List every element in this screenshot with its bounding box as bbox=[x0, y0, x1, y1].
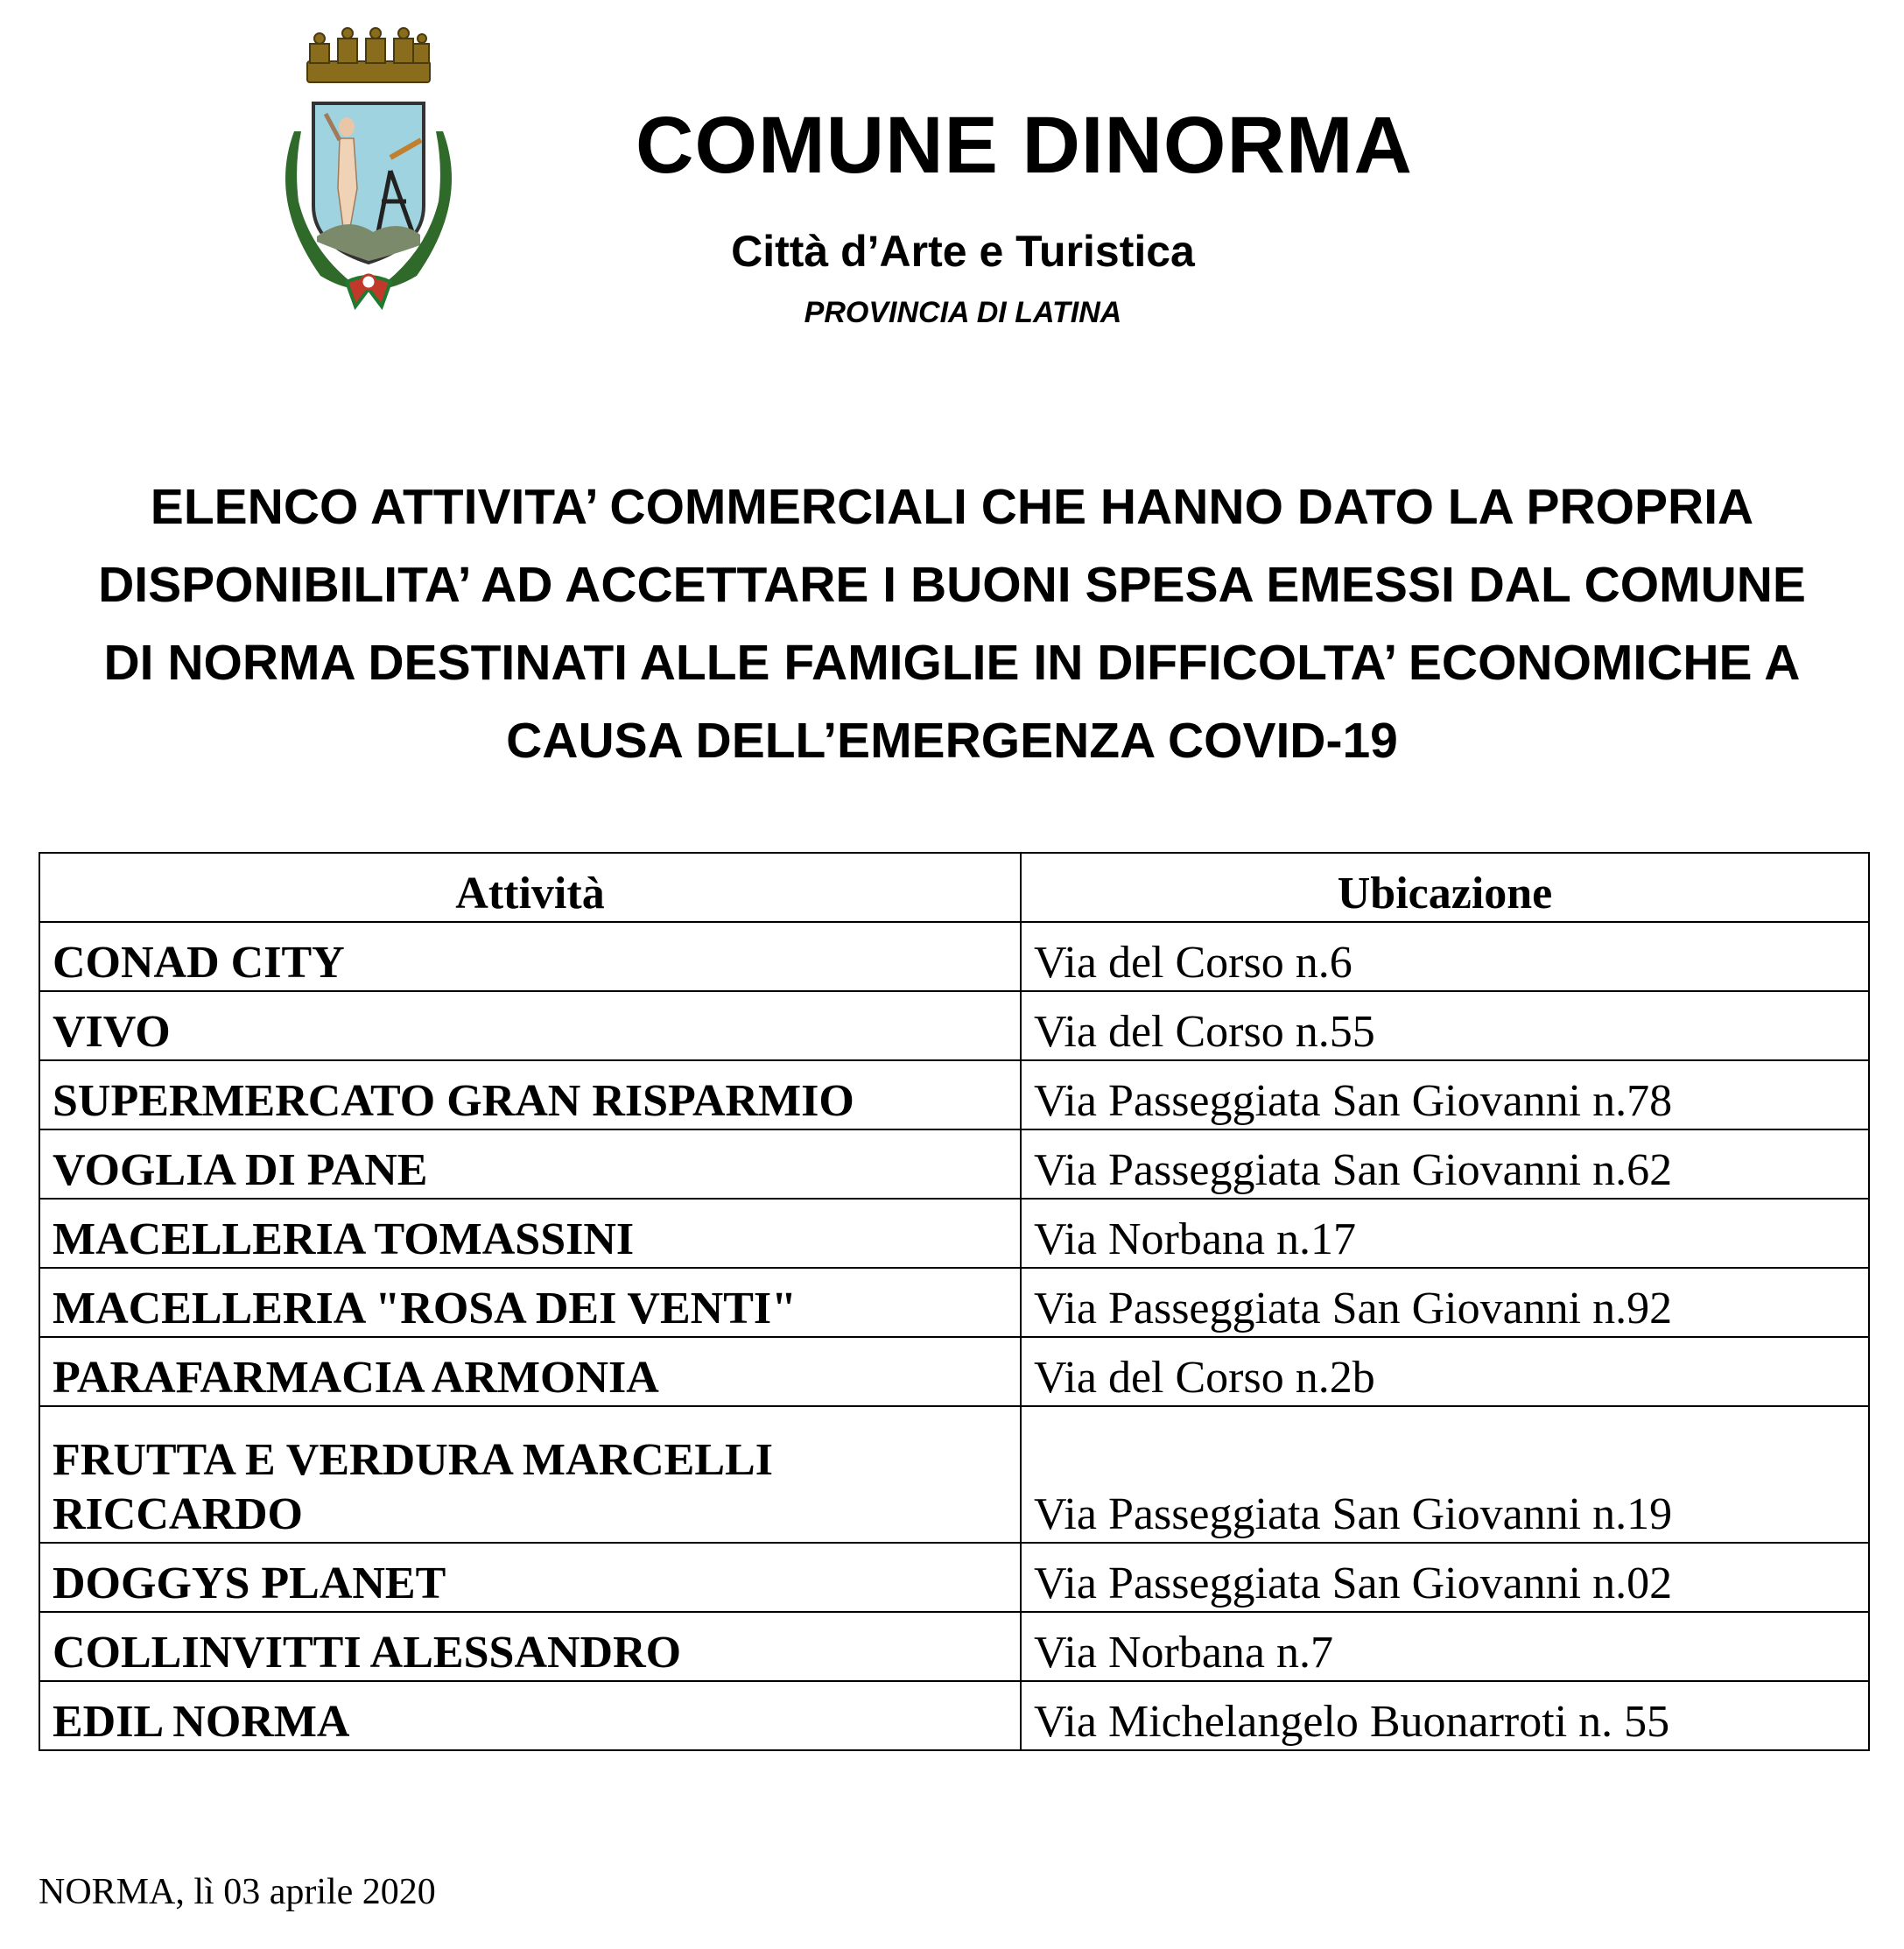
province-label: PROVINCIA DI LATINA bbox=[804, 296, 1122, 329]
table-row bbox=[39, 1681, 1869, 1750]
table-row bbox=[39, 922, 1869, 991]
business-name: VOGLIA DI PANE bbox=[39, 1129, 1021, 1199]
business-address: Via del Corso n.55 bbox=[1021, 991, 1869, 1060]
page-title: COMUNE DINORMA bbox=[636, 101, 1413, 190]
business-address: Via del Corso n.2b bbox=[1021, 1337, 1869, 1406]
business-name: MACELLERIA "ROSA DEI VENTI" bbox=[39, 1268, 1021, 1337]
table-row bbox=[39, 1406, 1869, 1543]
coat-of-arms-icon bbox=[259, 26, 478, 315]
business-name: CONAD CITY bbox=[39, 922, 1021, 991]
table-row bbox=[39, 1060, 1869, 1129]
business-name: SUPERMERCATO GRAN RISPARMIO bbox=[39, 1060, 1021, 1129]
business-address: Via Passeggiata San Giovanni n.19 bbox=[1021, 1406, 1869, 1543]
business-name: DOGGYS PLANET bbox=[39, 1543, 1021, 1612]
business-name: COLLINVITTI ALESSANDRO bbox=[39, 1612, 1021, 1681]
business-name: PARAFARMACIA ARMONIA bbox=[39, 1337, 1021, 1406]
table-row bbox=[39, 991, 1869, 1060]
column-header-activity: Attività bbox=[39, 853, 1021, 922]
business-address: Via Passeggiata San Giovanni n.62 bbox=[1021, 1129, 1869, 1199]
heading-line: CAUSA DELL’EMERGENZA COVID-19 bbox=[506, 713, 1398, 769]
business-address: Via Passeggiata San Giovanni n.78 bbox=[1021, 1060, 1869, 1129]
document-heading bbox=[26, 468, 1878, 780]
business-name: VIVO bbox=[39, 991, 1021, 1060]
heading-line: DI NORMA DESTINATI ALLE FAMIGLIE IN DIFFICOLTA’ ECONOMICHE A bbox=[103, 635, 1801, 691]
table-row bbox=[39, 1612, 1869, 1681]
table-header-row bbox=[39, 853, 1869, 922]
business-name bbox=[39, 1406, 1021, 1543]
table-row bbox=[39, 1543, 1869, 1612]
table-row bbox=[39, 1129, 1869, 1199]
column-header-location: Ubicazione bbox=[1021, 853, 1869, 922]
business-name-line: RICCARDO bbox=[53, 1489, 303, 1539]
business-name: EDIL NORMA bbox=[39, 1681, 1021, 1750]
table-row bbox=[39, 1268, 1869, 1337]
page-subtitle: Città d’Arte e Turistica bbox=[731, 227, 1195, 276]
business-address: Via Norbana n.17 bbox=[1021, 1199, 1869, 1268]
business-address: Via Passeggiata San Giovanni n.92 bbox=[1021, 1268, 1869, 1337]
heading-line: DISPONIBILITA’ AD ACCETTARE I BUONI SPESA EMESSI DAL COMUNE bbox=[98, 557, 1806, 613]
business-address: Via del Corso n.6 bbox=[1021, 922, 1869, 991]
table-row bbox=[39, 1337, 1869, 1406]
business-name: MACELLERIA TOMASSINI bbox=[39, 1199, 1021, 1268]
heading-line: ELENCO ATTIVITA’ COMMERCIALI CHE HANNO DATO LA PROPRIA bbox=[150, 479, 1754, 535]
place-date: NORMA, lì 03 aprile 2020 bbox=[39, 1872, 436, 1912]
business-address: Via Passeggiata San Giovanni n.02 bbox=[1021, 1543, 1869, 1612]
table-row bbox=[39, 1199, 1869, 1268]
business-address: Via Michelangelo Buonarroti n. 55 bbox=[1021, 1681, 1869, 1750]
businesses-table bbox=[39, 852, 1870, 1751]
business-address: Via Norbana n.7 bbox=[1021, 1612, 1869, 1681]
business-name-line: FRUTTA E VERDURA MARCELLI bbox=[53, 1435, 773, 1485]
